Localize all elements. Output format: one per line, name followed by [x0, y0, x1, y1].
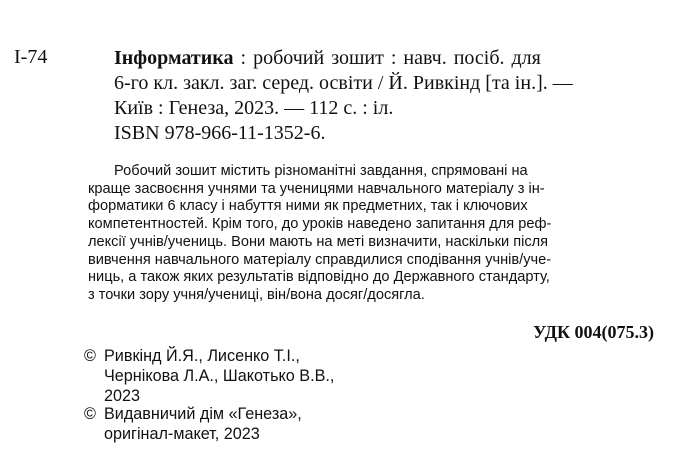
- abstract-line: краще засвоєння учнями та ученицями навчального матеріалу з ін-: [88, 180, 545, 197]
- bib-line-1: [114, 46, 674, 71]
- copyright-line: Чернікова Л.А., Шакотько В.В.,: [104, 367, 335, 385]
- abstract-line: ниць, а також яких результатів відповідно до Державного стандарту,: [88, 269, 550, 286]
- copyright-publisher: [84, 404, 302, 444]
- book-title: Інформатика: [114, 47, 234, 69]
- abstract: [88, 163, 648, 305]
- abstract-line: Робочий зошит містить різноманітні завдання, спрямовані на: [114, 163, 528, 179]
- udc-code: УДК 004(075.3): [533, 322, 654, 342]
- copyright-symbol: ©: [84, 405, 96, 423]
- bib-line-3: Київ : Генеза, 2023. — 112 с. : іл.: [114, 97, 394, 119]
- call-number: І-74: [14, 46, 48, 68]
- abstract-line: лексії учнів/учениць. Вони мають на меті визначити, наскільки після: [88, 233, 549, 250]
- copyright-text: Видавничий дім «Генеза»,: [104, 405, 302, 423]
- bib-line-1-rest: : робочий зошит : навч. посіб. для: [233, 47, 541, 69]
- copyright-symbol: ©: [84, 347, 96, 365]
- isbn: ISBN 978-966-11-1352-6.: [114, 122, 326, 144]
- abstract-line: компетентностей. Крім того, до уроків наведено запитання для реф-: [88, 216, 552, 233]
- abstract-line: вивчення навчального матеріалу справдилися сподівання учнів/уче-: [88, 251, 552, 268]
- copyright-text: Ривкінд Й.Я., Лисенко Т.І.,: [104, 347, 300, 365]
- bib-line-2: 6-го кл. закл. заг. серед. освіти / Й. Ривкінд [та ін.]. —: [114, 72, 573, 94]
- copyright-line: оригінал-макет, 2023: [104, 425, 260, 443]
- abstract-line: форматики 6 класу і набуття ними як предметних, так і ключових: [88, 198, 528, 215]
- copyright-authors: [84, 346, 334, 406]
- bibliographic-record: [114, 46, 674, 146]
- copyright-line: [84, 404, 302, 424]
- copyright-line: [84, 346, 334, 366]
- abstract-line: з точки зору учня/учениці, він/вона досяг/досягла.: [88, 286, 425, 303]
- copyright-line: 2023: [104, 387, 141, 405]
